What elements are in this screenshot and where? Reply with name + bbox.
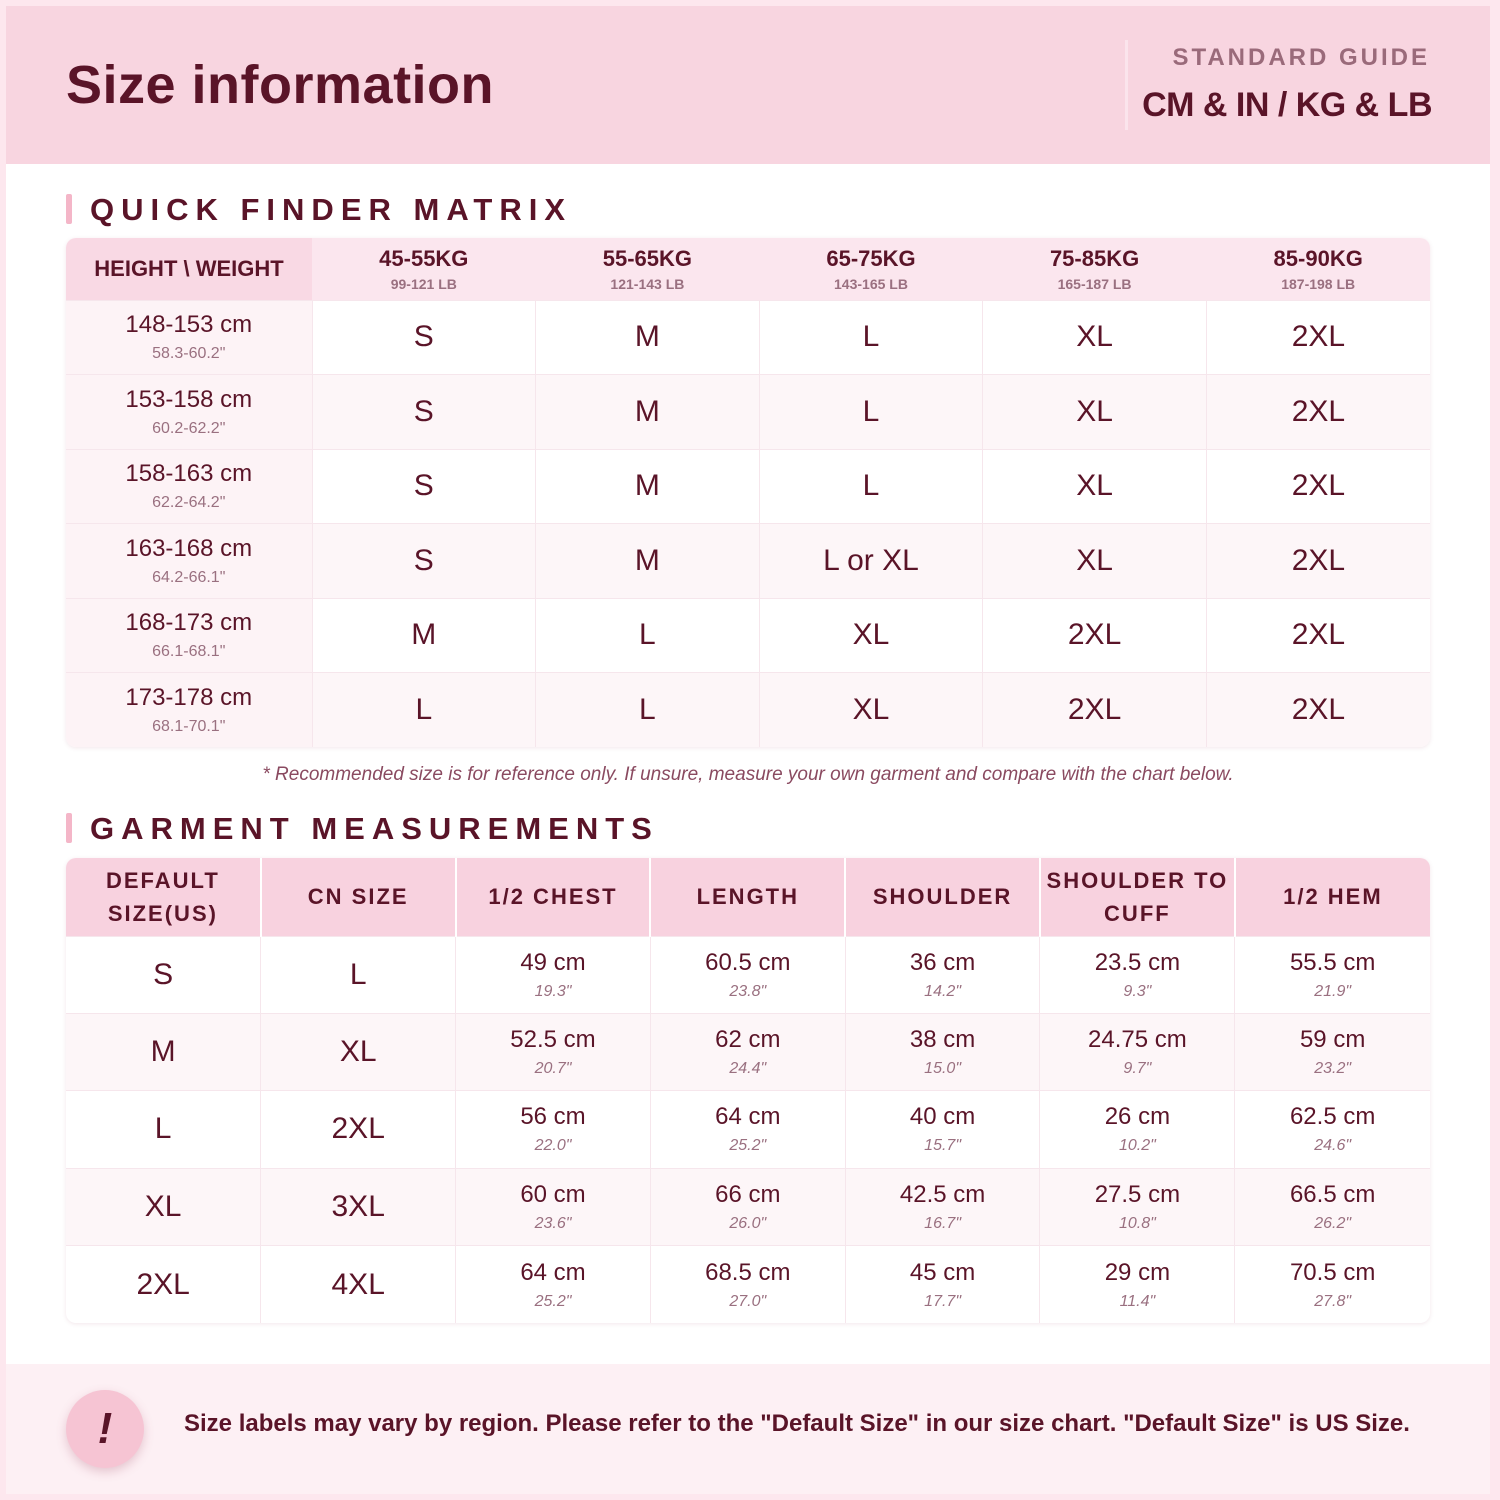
table-row — [66, 1013, 1430, 1090]
us-size-cell: M — [66, 1013, 261, 1090]
measurement-cell: 66.5 cm 26.2" — [1235, 1168, 1430, 1245]
column-header-shoulder: SHOULDER — [845, 858, 1040, 936]
table-row — [66, 1091, 1430, 1168]
column-header-default-size: DEFAULT SIZE(US) — [66, 858, 261, 936]
guide-label: STANDARD GUIDE — [1172, 44, 1430, 71]
footer-text: Size labels may vary by region. Please refer to the "Default Size" in our size chart. "Default Size" is US Size. — [184, 1410, 1410, 1437]
size-cell: XL — [983, 524, 1207, 599]
size-cell: M — [312, 598, 536, 673]
measurement-cell: 23.5 cm 9.3" — [1040, 936, 1235, 1013]
size-cell: 2XL — [1206, 673, 1430, 748]
measurement-cell: 42.5 cm 16.7" — [845, 1168, 1040, 1245]
size-cell: S — [312, 524, 536, 599]
page-title: Size information — [66, 55, 495, 115]
size-cell: L — [759, 375, 983, 450]
height-cell: 163-168 cm 64.2-66.1" — [66, 524, 312, 599]
size-cell: 2XL — [983, 598, 1207, 673]
garment-measurements-table — [66, 858, 1430, 1323]
size-cell: M — [536, 375, 760, 450]
height-cell: 173-178 cm 68.1-70.1" — [66, 673, 312, 748]
size-cell: 2XL — [1206, 375, 1430, 450]
column-header-half-hem: 1/2 HEM — [1235, 858, 1430, 936]
measurement-cell: 70.5 cm 27.8" — [1235, 1246, 1430, 1323]
measurement-cell: 40 cm 15.7" — [845, 1091, 1040, 1168]
measurement-cell: 60.5 cm 23.8" — [650, 936, 845, 1013]
measurement-cell: 52.5 cm 20.7" — [456, 1013, 651, 1090]
table-row — [66, 1168, 1430, 1245]
measurement-cell: 64 cm 25.2" — [650, 1091, 845, 1168]
measurement-cell: 24.75 cm 9.7" — [1040, 1013, 1235, 1090]
size-cell: L — [759, 449, 983, 524]
weight-column-header: 75-85KG 165-187 LB — [983, 238, 1207, 300]
table-row — [66, 524, 1430, 599]
measurement-cell: 59 cm 23.2" — [1235, 1013, 1430, 1090]
weight-column-header: 45-55KG 99-121 LB — [312, 238, 536, 300]
garment-header-row — [66, 858, 1430, 936]
table-row — [66, 1246, 1430, 1323]
size-cell: XL — [759, 598, 983, 673]
size-cell: L — [312, 673, 536, 748]
reference-note: * Recommended size is for reference only. If unsure, measure your own garment and compare with the chart below. — [262, 764, 1234, 785]
table-row — [66, 375, 1430, 450]
header-divider — [1125, 40, 1128, 130]
size-cell: XL — [759, 673, 983, 748]
table-row — [66, 598, 1430, 673]
height-cell: 153-158 cm 60.2-62.2" — [66, 375, 312, 450]
table-row — [66, 300, 1430, 375]
size-cell: L — [759, 300, 983, 375]
exclamation-icon: ! — [66, 1390, 144, 1468]
cn-size-cell: 3XL — [261, 1168, 456, 1245]
section-accent-bar — [66, 813, 72, 843]
header — [6, 6, 1490, 164]
measurement-cell: 62 cm 24.4" — [650, 1013, 845, 1090]
quick-finder-title: QUICK FINDER MATRIX — [66, 192, 572, 228]
footer-notice — [6, 1364, 1490, 1494]
height-cell: 158-163 cm 62.2-64.2" — [66, 449, 312, 524]
height-cell: 168-173 cm 66.1-68.1" — [66, 598, 312, 673]
weight-column-header: 85-90KG 187-198 LB — [1206, 238, 1430, 300]
measurement-cell: 68.5 cm 27.0" — [650, 1246, 845, 1323]
size-cell: S — [312, 375, 536, 450]
cn-size-cell: XL — [261, 1013, 456, 1090]
measurement-cell: 64 cm 25.2" — [456, 1246, 651, 1323]
size-cell: 2XL — [1206, 300, 1430, 375]
table-row — [66, 673, 1430, 748]
us-size-cell: S — [66, 936, 261, 1013]
measurement-cell: 66 cm 26.0" — [650, 1168, 845, 1245]
measurement-cell: 56 cm 22.0" — [456, 1091, 651, 1168]
size-cell: M — [536, 300, 760, 375]
garment-measurements-title: GARMENT MEASUREMENTS — [66, 811, 659, 847]
us-size-cell: XL — [66, 1168, 261, 1245]
size-cell: XL — [983, 300, 1207, 375]
cn-size-cell: 4XL — [261, 1246, 456, 1323]
us-size-cell: 2XL — [66, 1246, 261, 1323]
measurement-cell: 29 cm 11.4" — [1040, 1246, 1235, 1323]
measurement-cell: 60 cm 23.6" — [456, 1168, 651, 1245]
size-cell: 2XL — [1206, 449, 1430, 524]
table-row — [66, 449, 1430, 524]
cn-size-cell: 2XL — [261, 1091, 456, 1168]
size-cell: 2XL — [1206, 524, 1430, 599]
measurement-cell: 38 cm 15.0" — [845, 1013, 1040, 1090]
size-cell: XL — [983, 449, 1207, 524]
height-cell: 148-153 cm 58.3-60.2" — [66, 300, 312, 375]
size-cell: L — [536, 673, 760, 748]
measurement-cell: 45 cm 17.7" — [845, 1246, 1040, 1323]
size-cell: M — [536, 449, 760, 524]
size-cell: S — [312, 300, 536, 375]
section-accent-bar — [66, 194, 72, 224]
measurement-cell: 27.5 cm 10.8" — [1040, 1168, 1235, 1245]
quick-finder-table — [66, 238, 1430, 747]
column-header-half-chest: 1/2 CHEST — [456, 858, 651, 936]
size-chart-card — [6, 6, 1490, 1494]
units-label: CM & IN / KG & LB — [1142, 86, 1432, 124]
measurement-cell: 49 cm 19.3" — [456, 936, 651, 1013]
quick-finder-header-row — [66, 238, 1430, 300]
size-cell: 2XL — [1206, 598, 1430, 673]
size-cell: L or XL — [759, 524, 983, 599]
measurement-cell: 55.5 cm 21.9" — [1235, 936, 1430, 1013]
cn-size-cell: L — [261, 936, 456, 1013]
size-cell: 2XL — [983, 673, 1207, 748]
size-cell: M — [536, 524, 760, 599]
us-size-cell: L — [66, 1091, 261, 1168]
column-header-cn-size: CN SIZE — [261, 858, 456, 936]
measurement-cell: 62.5 cm 24.6" — [1235, 1091, 1430, 1168]
table-row — [66, 936, 1430, 1013]
size-cell: S — [312, 449, 536, 524]
measurement-cell: 26 cm 10.2" — [1040, 1091, 1235, 1168]
corner-label: HEIGHT \ WEIGHT — [66, 238, 312, 300]
column-header-shoulder-to-cuff: SHOULDER TO CUFF — [1040, 858, 1235, 936]
measurement-cell: 36 cm 14.2" — [845, 936, 1040, 1013]
column-header-length: LENGTH — [650, 858, 845, 936]
weight-column-header: 65-75KG 143-165 LB — [759, 238, 983, 300]
weight-column-header: 55-65KG 121-143 LB — [536, 238, 760, 300]
size-cell: L — [536, 598, 760, 673]
size-cell: XL — [983, 375, 1207, 450]
